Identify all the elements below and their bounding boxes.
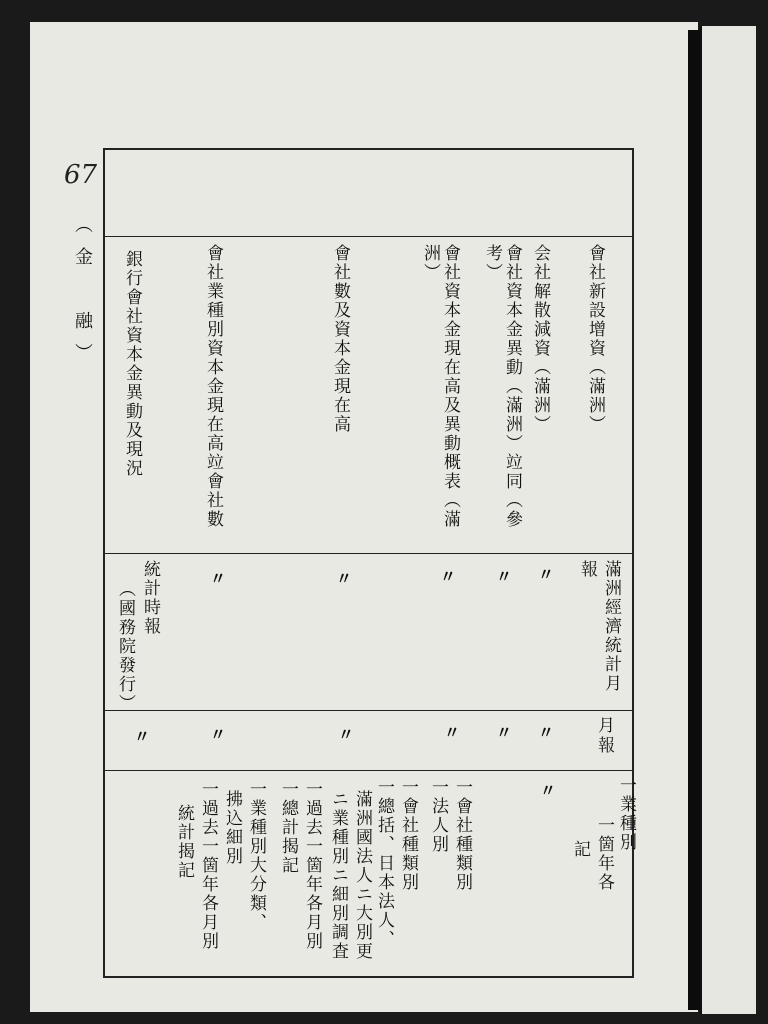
item-title: 會社資本金現在高及異動概表（滿洲） — [420, 244, 460, 529]
item-title: 會社業種別資本金現在高竝會社數 — [203, 244, 223, 529]
frequency-label: 報 — [594, 736, 614, 755]
table-bottom-border — [103, 976, 633, 978]
note-text: 一會社種類別 — [452, 778, 472, 892]
ditto-mark: 〃 — [336, 569, 353, 588]
item-title: 會社資本金異動（滿洲）竝同（參考） — [482, 244, 522, 529]
ditto-mark: 〃 — [496, 723, 513, 742]
source-label: （國務院發行） — [115, 580, 135, 713]
table-left-border — [103, 148, 105, 978]
note-text: 滿洲國法人ニ大別更 — [352, 790, 372, 961]
source-label: 統計時報 — [140, 560, 160, 636]
frequency-label: 月 — [594, 716, 614, 735]
note-text: 一箇年各 — [594, 816, 614, 892]
item-title: 銀行會社資本金異動及現況 — [122, 250, 142, 478]
note-text: 一總計揭記 — [278, 780, 298, 875]
ditto-mark: 〃 — [338, 725, 355, 744]
next-page-strip — [700, 26, 756, 1014]
ditto-mark: 〃 — [540, 781, 557, 800]
note-text: 一過去一箇年各月別 — [302, 780, 322, 951]
note-text: ニ業種別ニ細別調査 — [328, 790, 348, 961]
row-divider-4 — [103, 770, 633, 771]
note-text: 一會社種類別 — [398, 778, 418, 892]
note-text: 一業種別大分類、 — [246, 780, 266, 932]
section-title: （金 融） — [72, 215, 93, 375]
ditto-mark: 〃 — [134, 727, 151, 746]
item-title: 會社數及資本金現在高 — [330, 244, 350, 434]
ditto-mark: 〃 — [440, 567, 457, 586]
note-text: 一業種別 — [616, 776, 636, 852]
source-label: 滿洲經濟統計月 — [601, 560, 621, 693]
row-divider-1 — [103, 236, 633, 237]
item-title: 會社新設增資（滿洲） — [585, 244, 605, 434]
ditto-mark: 〃 — [444, 723, 461, 742]
note-text: 統計揭記 — [174, 804, 194, 880]
table-right-border — [632, 148, 634, 978]
item-title: 会社解散減資（滿洲） — [530, 244, 550, 434]
ditto-mark: 〃 — [538, 723, 555, 742]
ditto-mark: 〃 — [210, 569, 227, 588]
note-text: 一總括、日本法人、 — [374, 778, 394, 949]
source-label: 報 — [577, 560, 597, 579]
ditto-mark: 〃 — [210, 725, 227, 744]
ditto-mark: 〃 — [496, 567, 513, 586]
book-binding — [688, 30, 700, 1010]
page-number: 67 — [64, 160, 98, 190]
ditto-mark: 〃 — [538, 565, 555, 584]
table-top-border — [103, 148, 633, 150]
note-text: 拂込細別 — [222, 790, 242, 866]
row-divider-2 — [103, 553, 633, 554]
note-text: 記 — [570, 840, 590, 859]
row-divider-3 — [103, 710, 633, 711]
note-text: 一法人別 — [428, 778, 448, 854]
note-text: 一過去一箇年各月別 — [198, 780, 218, 951]
